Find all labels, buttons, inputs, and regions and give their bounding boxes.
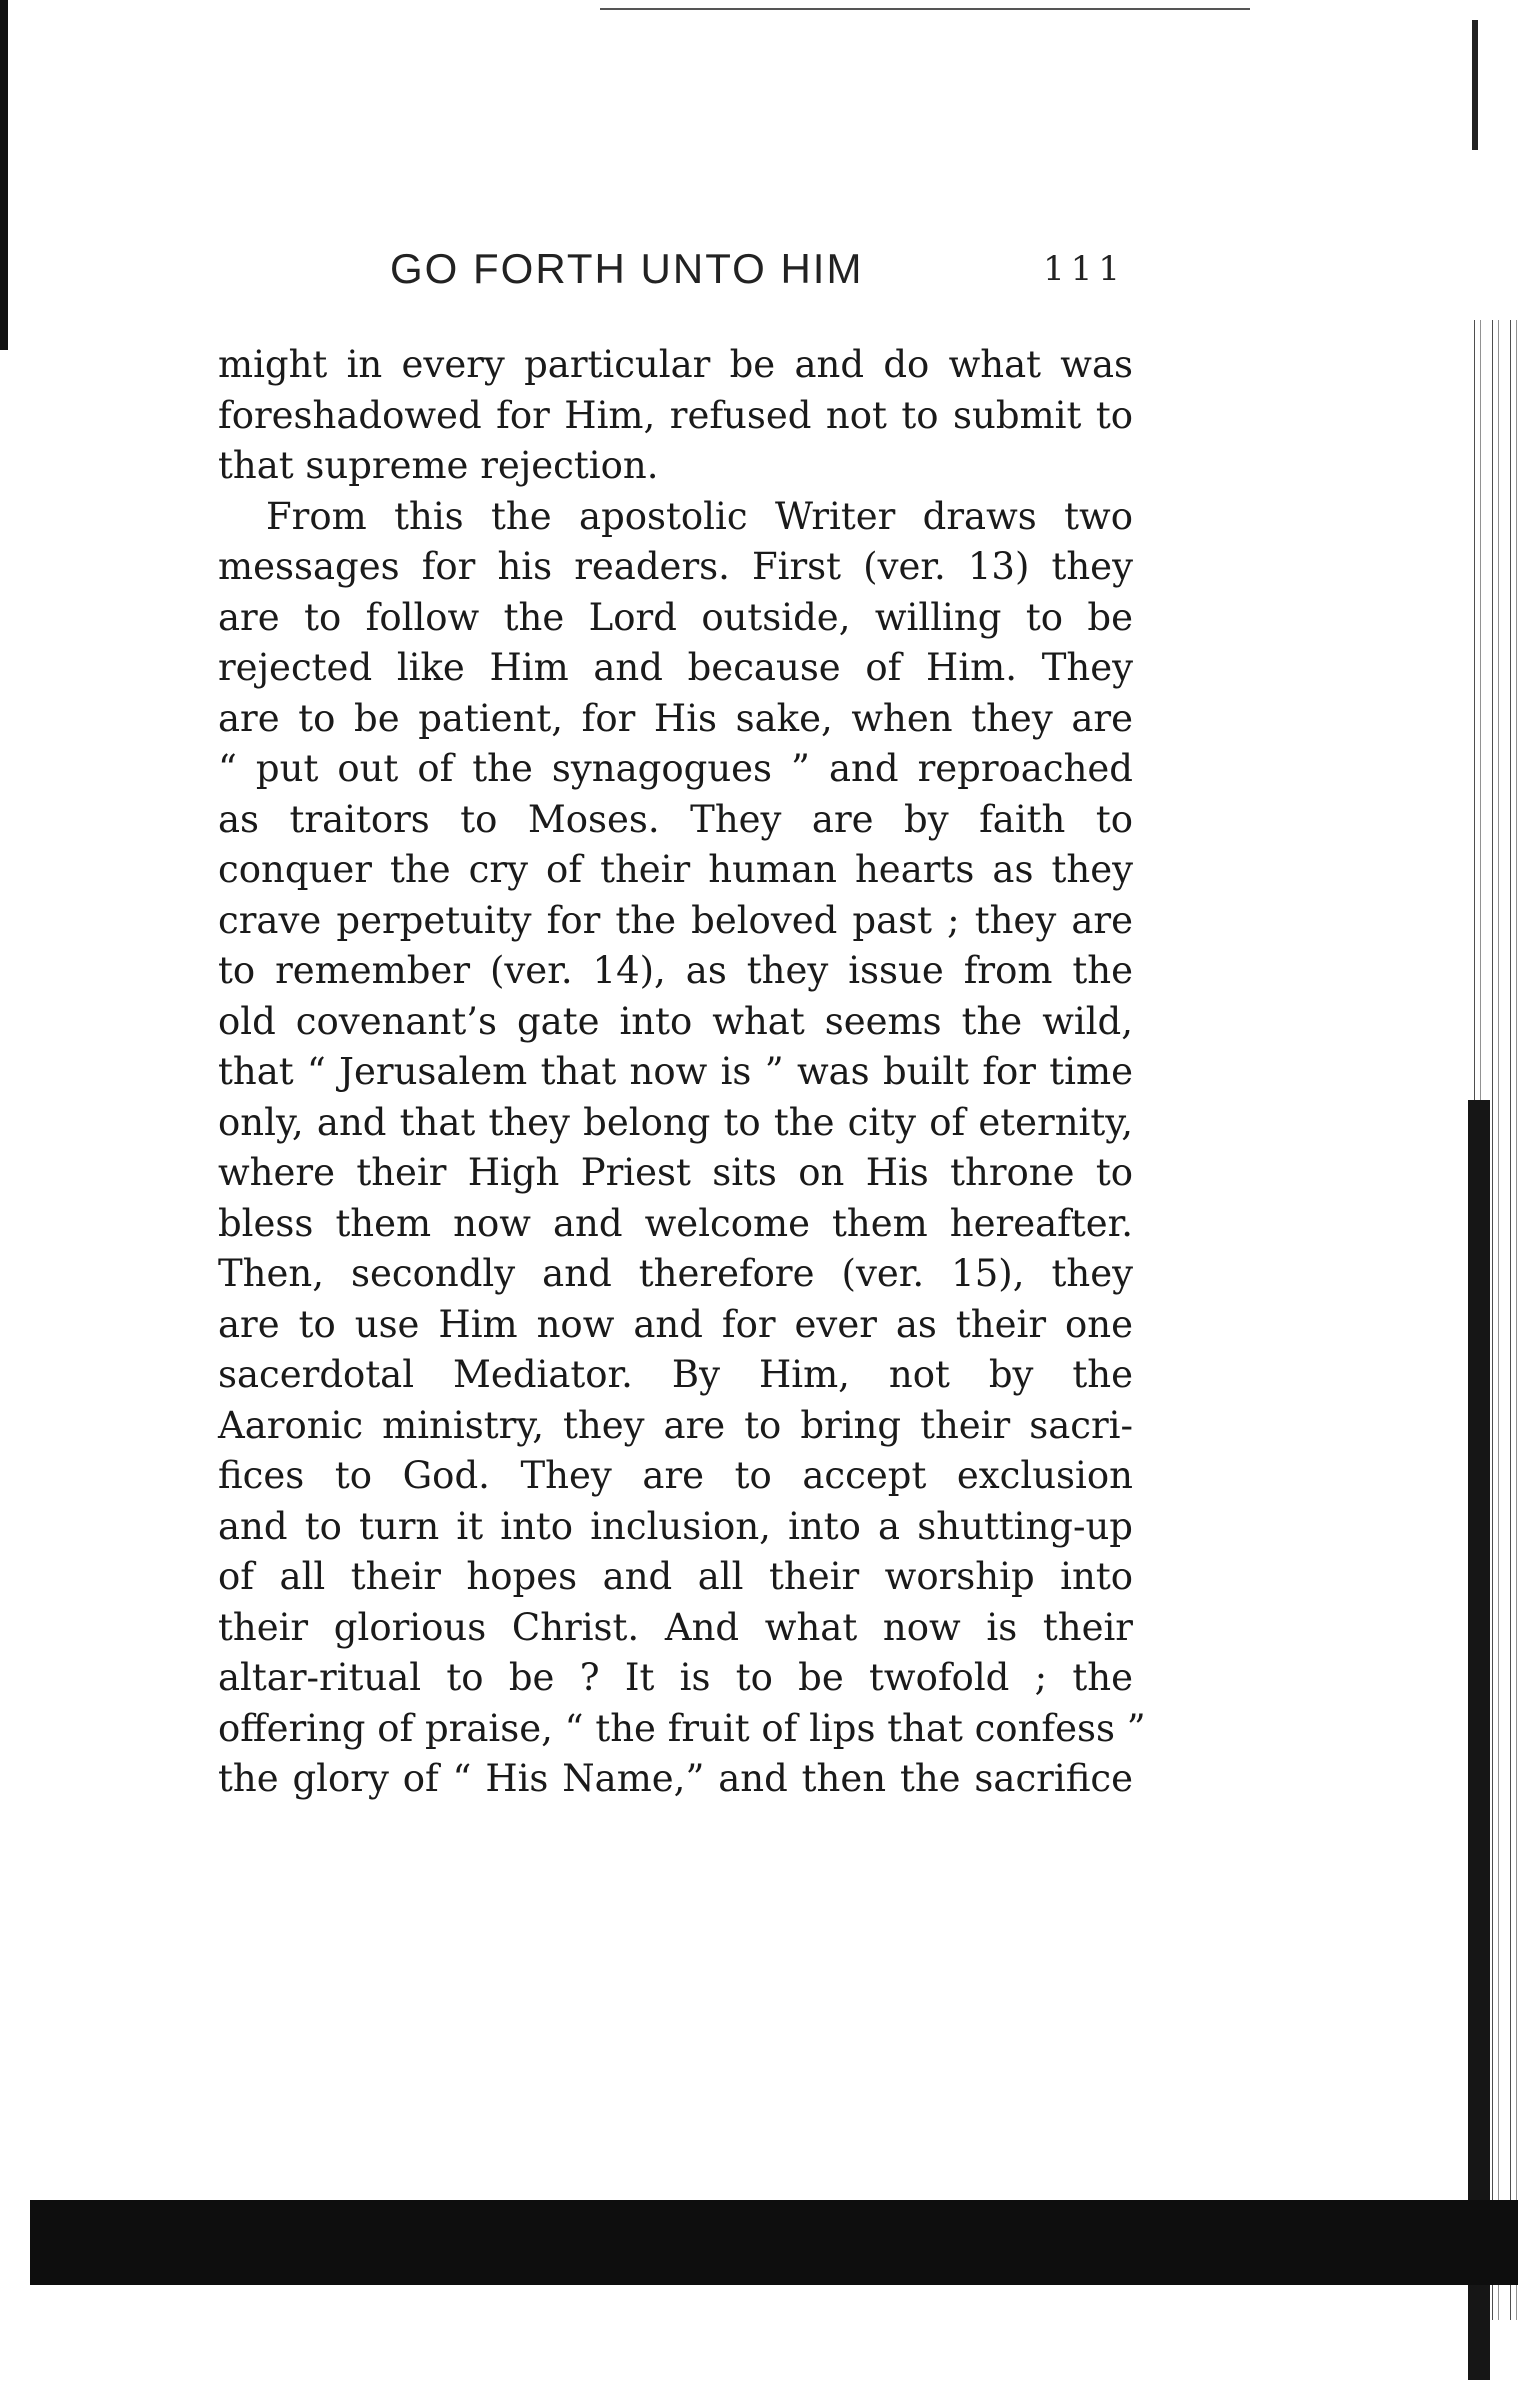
scan-bottom-band (30, 2200, 1518, 2285)
text-line: as traitors to Moses. They are by faith to (218, 797, 1133, 841)
text-line: their glorious Christ. And what now is their (218, 1605, 1133, 1649)
scan-top-rule (600, 8, 1250, 10)
text-line: rejected like Him and because of Him. They (218, 646, 1133, 689)
text-line: are to follow the Lord outside, willing to be (218, 595, 1133, 639)
text-line: that “ Jerusalem that now is ” was built for time (218, 1050, 1133, 1093)
text-line: sacerdotal Mediator. By Him, not by the (218, 1353, 1133, 1396)
body-text (218, 340, 1146, 1805)
page-number: 111 (1043, 249, 1126, 289)
text-line: might in every particular be and do what was (218, 343, 1133, 386)
scan-left-edge (0, 0, 8, 350)
text-line: where their High Priest sits on His throne to (218, 1151, 1133, 1194)
text-line: messages for his readers. First (ver. 13) they (218, 545, 1133, 588)
scan-right-mark (1472, 20, 1478, 150)
text-line: old covenant’s gate into what seems the wild, (218, 999, 1133, 1043)
text-line: Aaronic ministry, they are to bring their sacri- (218, 1403, 1133, 1447)
text-line: conquer the cry of their human hearts as they (218, 848, 1133, 891)
text-line: bless them now and welcome them hereafter. (218, 1201, 1133, 1245)
text-line: are to use Him now and for ever as their one (218, 1302, 1133, 1346)
text-line: that supreme rejection. (218, 444, 659, 487)
text-line: fices to God. They are to accept exclusion (218, 1454, 1133, 1497)
text-line: only, and that they belong to the city of eternity, (218, 1100, 1133, 1144)
text-line: of all their hopes and all their worship into (218, 1555, 1133, 1598)
text-line: From this the apostolic Writer draws two (266, 494, 1133, 538)
running-head: GO FORTH UNTO HIM (390, 245, 864, 292)
text-line: altar-ritual to be ? It is to be twofold ; the (218, 1656, 1133, 1699)
text-line: and to turn it into inclusion, into a shutting-up (218, 1504, 1133, 1548)
text-line: foreshadowed for Him, refused not to submit to (218, 393, 1133, 437)
text-line: Then, secondly and therefore (ver. 15), they (218, 1252, 1133, 1295)
page-header (390, 245, 1150, 305)
text-line: offering of praise, “ the fruit of lips that confess ” (218, 1706, 1146, 1750)
text-line: “ put out of the synagogues ” and reproached (218, 747, 1133, 790)
text-line: the glory of “ His Name,” and then the sacrifice (218, 1757, 1133, 1800)
text-line: crave perpetuity for the beloved past ; they are (218, 898, 1133, 942)
text-line: to remember (ver. 14), as they issue from the (218, 949, 1133, 992)
scan-right-shadow (1468, 1100, 1490, 2380)
text-line: are to be patient, for His sake, when they are (218, 696, 1133, 740)
